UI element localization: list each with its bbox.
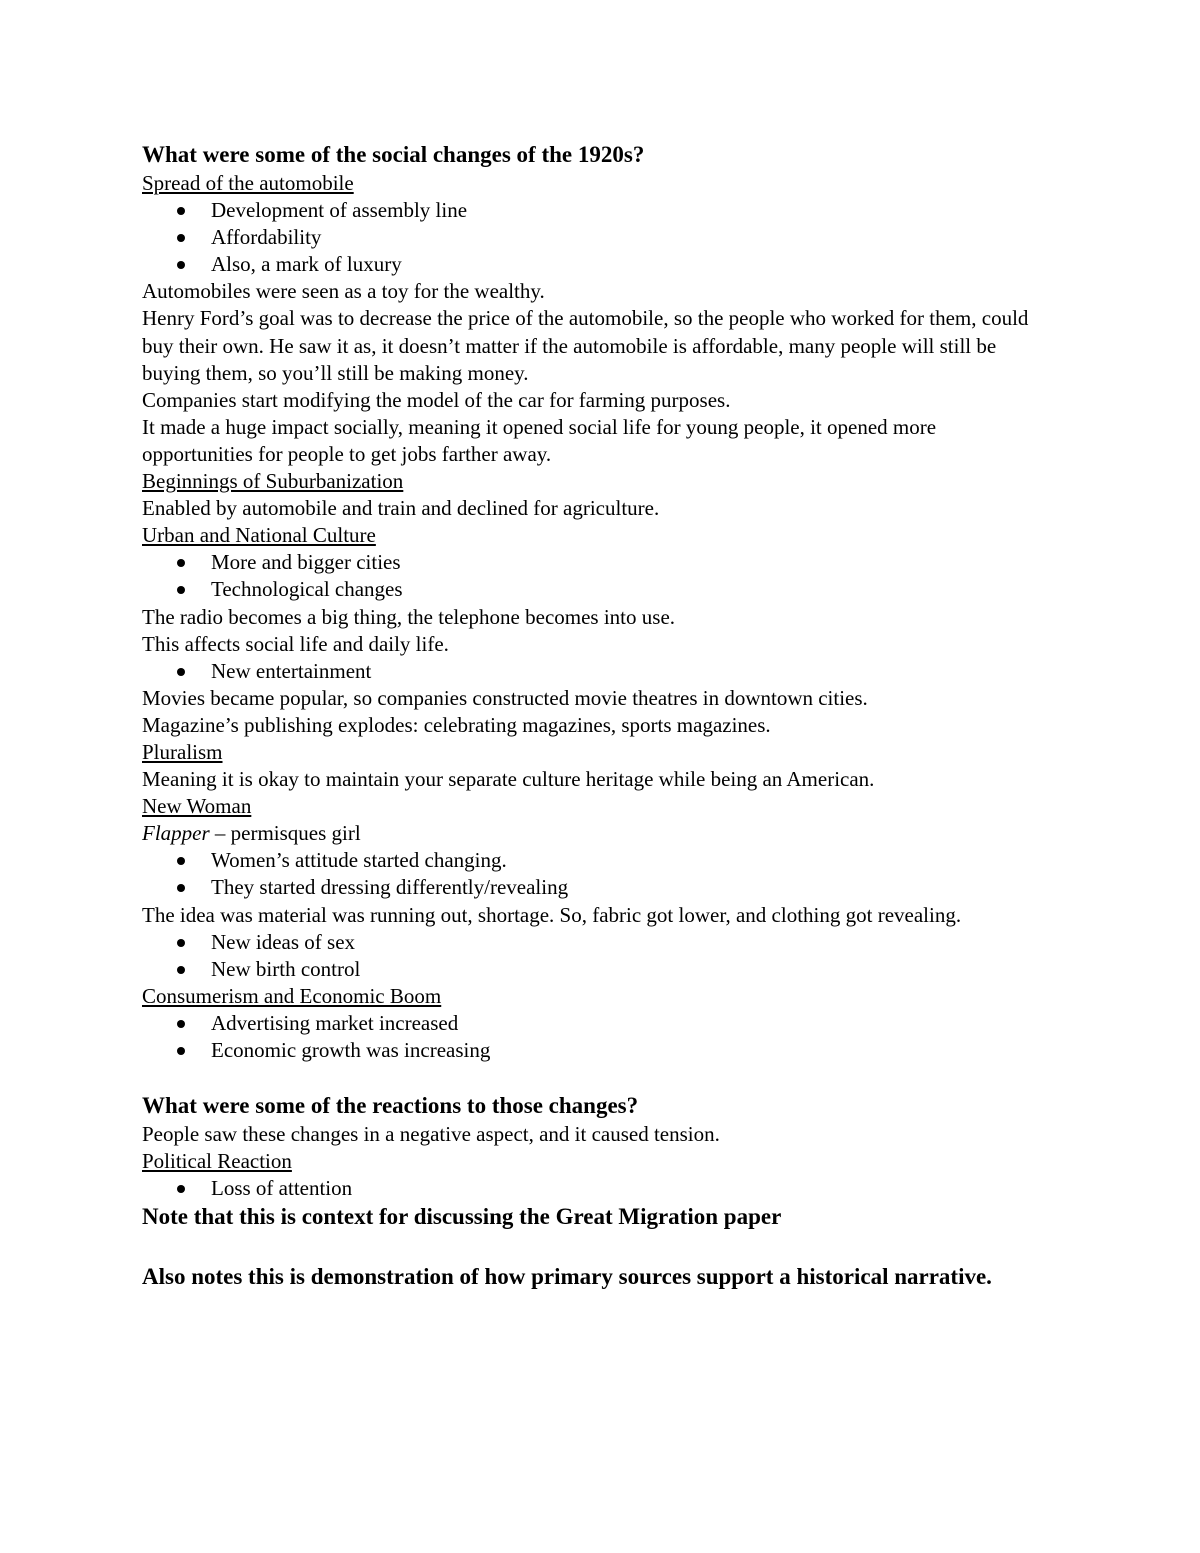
list-item: Technological changes (142, 576, 1042, 603)
paragraph: Automobiles were seen as a toy for the wealthy. (142, 279, 545, 304)
list-item: Women’s attitude started changing. (142, 847, 1042, 874)
note-primary-sources: Also notes this is demonstration of how primary sources support a historical narrative. (142, 1264, 992, 1290)
bullet-icon (177, 1020, 185, 1028)
paragraph: Enabled by automobile and train and declined for agriculture. (142, 496, 660, 521)
subheading-pluralism: Pluralism (142, 739, 223, 764)
paragraph: This affects social life and daily life. (142, 631, 449, 656)
subheading-automobile: Spread of the automobile (142, 171, 354, 195)
list-item: Advertising market increased (142, 1010, 1042, 1037)
list-automobile (142, 197, 1042, 278)
list-item: Also, a mark of luxury (142, 251, 1042, 278)
bullet-icon (177, 234, 185, 242)
spacer (142, 1064, 1042, 1091)
list-item: More and bigger cities (142, 549, 1042, 576)
heading-reactions: What were some of the reactions to those changes? (142, 1093, 639, 1119)
flapper-def-text: – permisques girl (209, 821, 361, 846)
heading-social-changes: What were some of the social changes of the 1920s? (142, 142, 645, 167)
paragraph: The radio becomes a big thing, the telephone becomes into use. (142, 604, 676, 629)
list-item: New entertainment (142, 658, 1042, 685)
document-page (142, 140, 1042, 1292)
paragraph: People saw these changes in a negative aspect, and it caused tension. (142, 1122, 720, 1147)
list-political (142, 1175, 1042, 1202)
list-urban-2 (142, 658, 1042, 685)
paragraph: Meaning it is okay to maintain your separate culture heritage while being an American. (142, 767, 875, 792)
subheading-political-reaction: Political Reaction (142, 1149, 292, 1174)
bullet-icon (177, 1185, 185, 1193)
subheading-suburbanization: Beginnings of Suburbanization (142, 469, 404, 494)
list-item: New birth control (142, 956, 1042, 983)
bullet-icon (177, 939, 185, 947)
paragraph: Magazine’s publishing explodes: celebrating magazines, sports magazines. (142, 712, 771, 737)
paragraph: Henry Ford’s goal was to decrease the price of the automobile, so the people who worked for them, could buy their own. He saw it as, it doesn’t matter if the automobile is affordable, many people will still be buying them, so you’ll still be making money. (142, 306, 1029, 385)
subheading-urban-culture: Urban and National Culture (142, 523, 376, 548)
list-item: Development of assembly line (142, 197, 1042, 224)
bullet-icon (177, 966, 185, 974)
bullet-icon (177, 559, 185, 567)
list-item: They started dressing differently/revealing (142, 874, 1042, 901)
bullet-icon (177, 857, 185, 865)
list-consumerism (142, 1010, 1042, 1064)
paragraph: Movies became popular, so companies constructed movie theatres in downtown cities. (142, 685, 868, 710)
bullet-icon (177, 668, 185, 676)
list-item: New ideas of sex (142, 929, 1042, 956)
paragraph: The idea was material was running out, shortage. So, fabric got lower, and clothing got revealing. (142, 902, 962, 927)
bullet-icon (177, 586, 185, 594)
spacer (142, 1232, 1042, 1262)
flapper-term: Flapper (142, 821, 210, 846)
paragraph: Companies start modifying the model of the car for farming purposes. (142, 387, 731, 412)
list-item: Economic growth was increasing (142, 1037, 1042, 1064)
bullet-icon (177, 884, 185, 892)
list-item: Loss of attention (142, 1175, 1042, 1202)
list-new-woman (142, 847, 1042, 901)
note-great-migration: Note that this is context for discussing the Great Migration paper (142, 1204, 782, 1230)
paragraph: It made a huge impact socially, meaning it opened social life for young people, it opened more opportunities for people to get jobs farther away. (142, 414, 937, 466)
list-urban (142, 549, 1042, 603)
bullet-icon (177, 1047, 185, 1055)
bullet-icon (177, 261, 185, 269)
flapper-definition (142, 820, 1042, 847)
subheading-new-woman: New Woman (142, 794, 252, 819)
bullet-icon (177, 207, 185, 215)
list-new-woman-2 (142, 929, 1042, 983)
list-item: Affordability (142, 224, 1042, 251)
subheading-consumerism: Consumerism and Economic Boom (142, 983, 442, 1008)
